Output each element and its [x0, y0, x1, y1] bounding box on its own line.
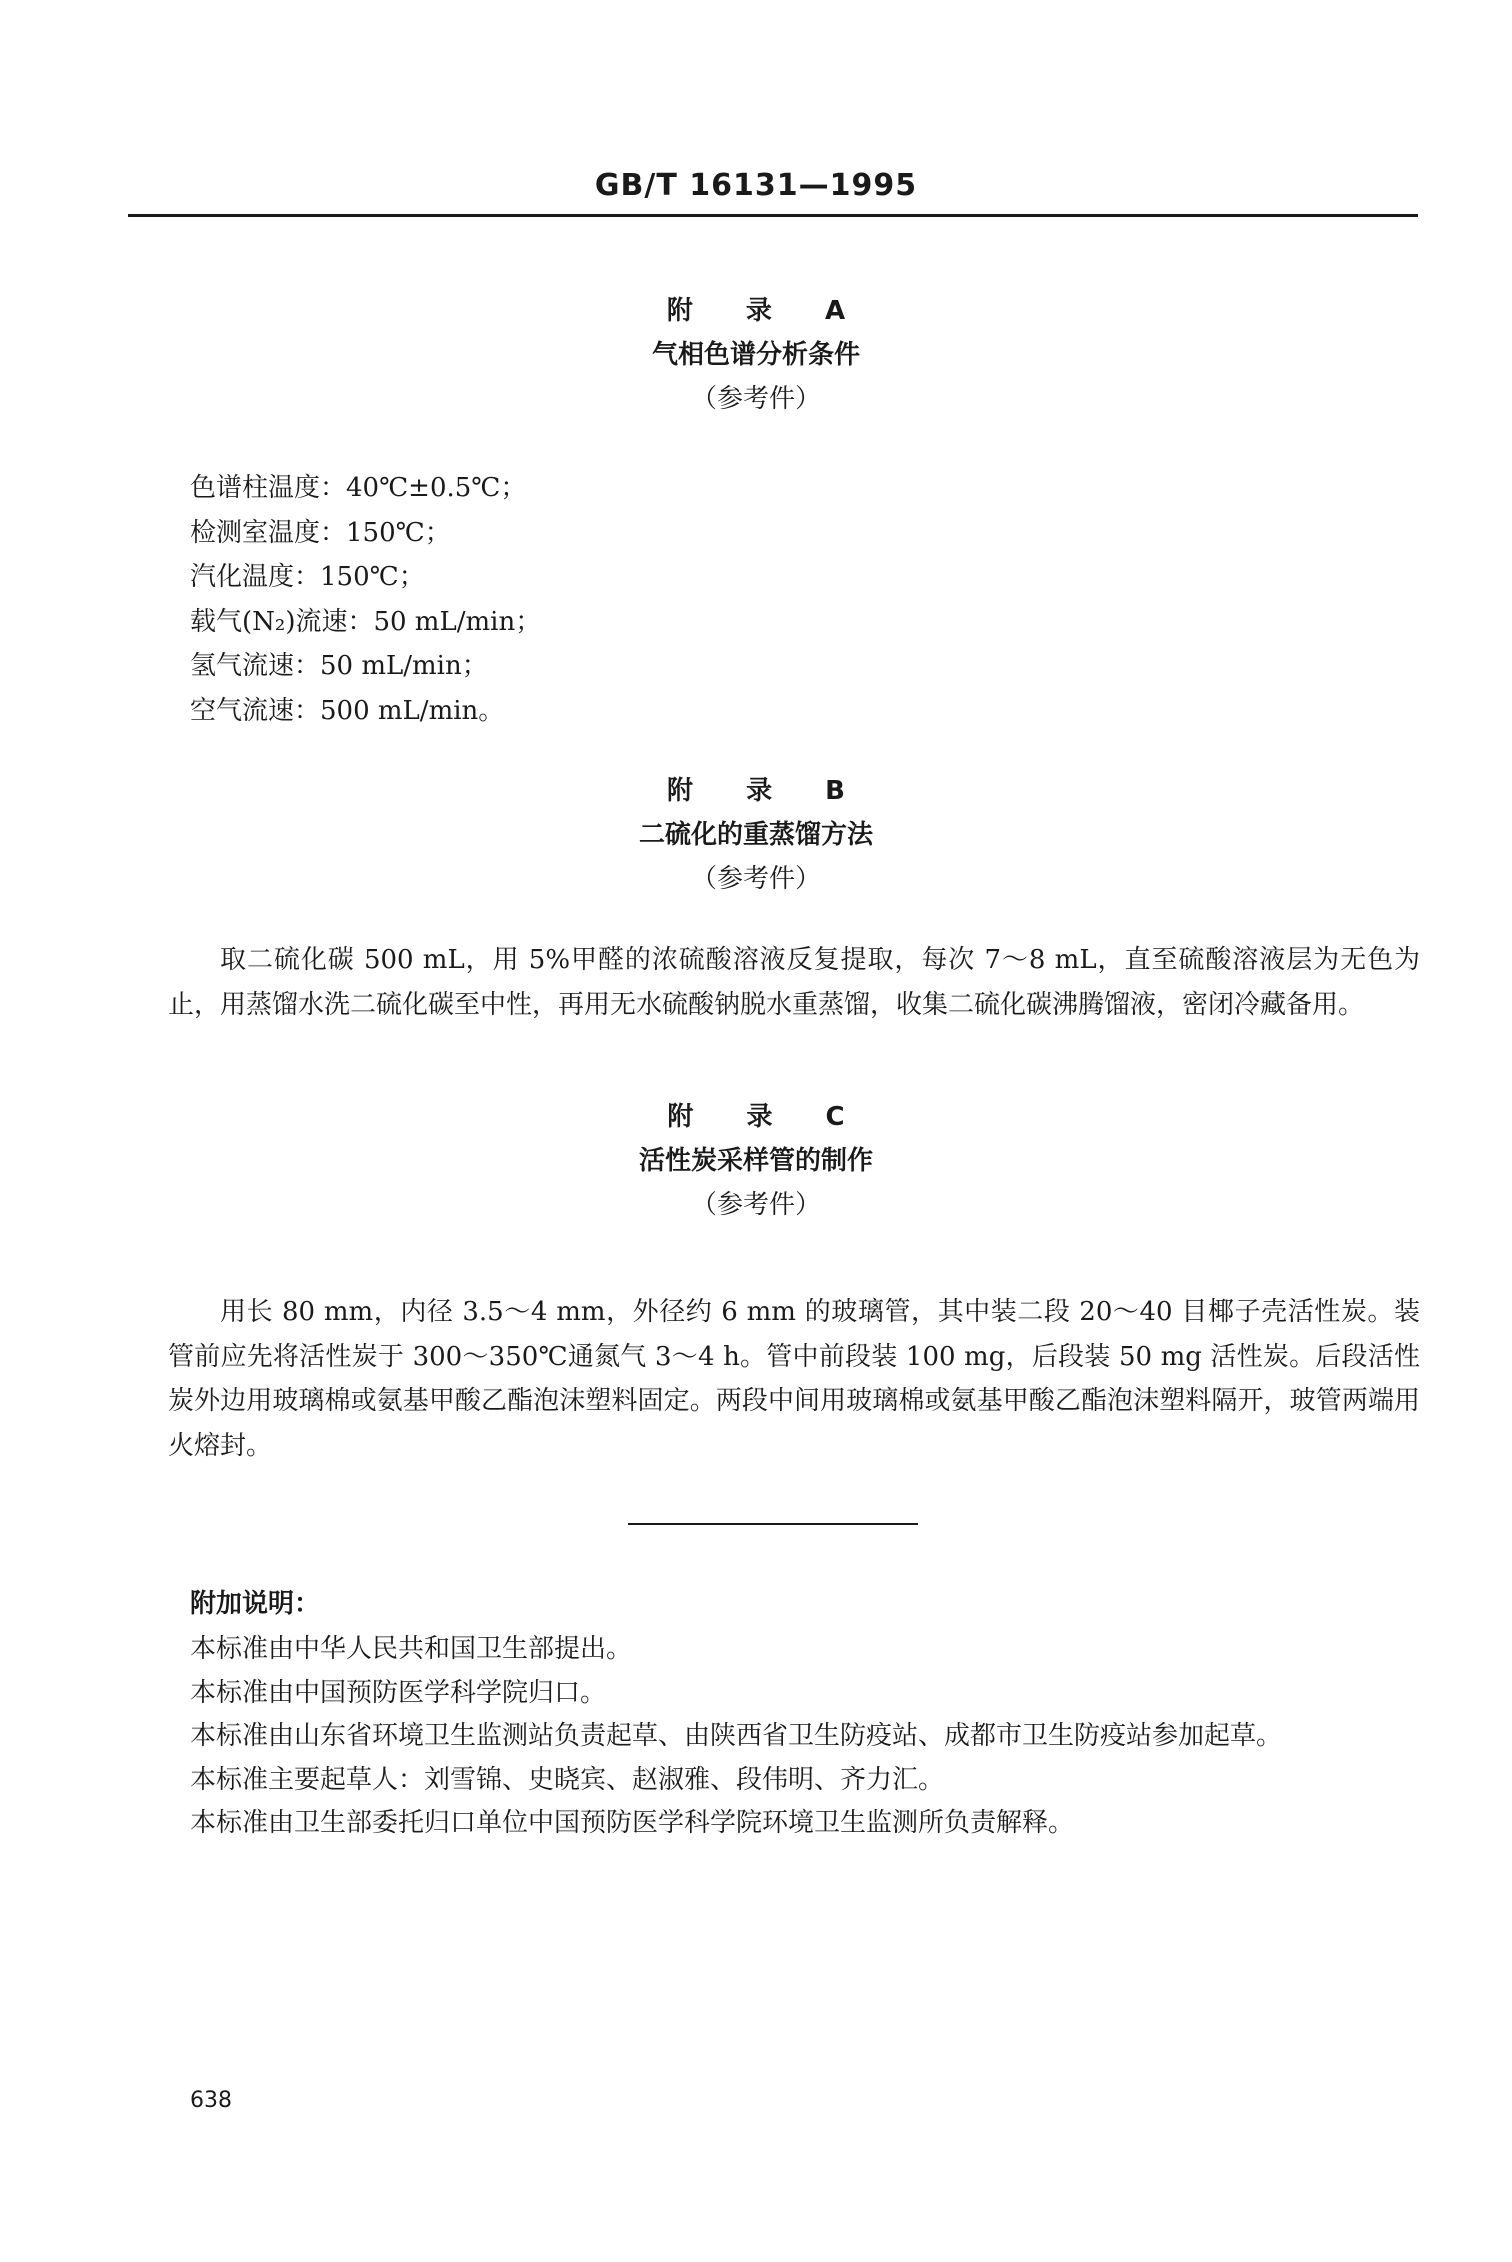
appendix-c-title: 活性炭采样管的制作 — [638, 1146, 873, 1176]
note-item: 本标准由山东省环境卫生监测站负责起草、由陕西省卫生防疫站、成都市卫生防疫站参加起草。 — [190, 1721, 1283, 1752]
param-item: 氢气流速：50 mL/min； — [190, 651, 488, 682]
appendix-c-label: 附 录 C — [667, 1102, 867, 1132]
appendix-a-note: （参考件） — [690, 384, 821, 414]
note-item: 本标准由卫生部委托归口单位中国预防医学科学院环境卫生监测所负责解释。 — [190, 1808, 1075, 1839]
page-number: 638 — [190, 2088, 232, 2113]
appendix-b-label: 附 录 B — [667, 776, 867, 806]
param-item: 色谱柱温度：40℃±0.5℃； — [190, 473, 527, 503]
note-item: 本标准由中国预防医学科学院归口。 — [190, 1677, 607, 1708]
appendix-a-title: 气相色谱分析条件 — [651, 340, 860, 370]
note-item: 本标准主要起草人：刘雪锦、史晓宾、赵淑雅、段伟明、齐力汇。 — [190, 1764, 945, 1795]
param-item: 空气流速：500 mL/min。 — [190, 695, 505, 726]
header-rule — [128, 214, 1418, 217]
param-item: 检测室温度：150℃； — [190, 517, 451, 548]
standard-code: GB/T 16131—1995 — [594, 168, 918, 203]
additional-notes-list — [190, 1628, 1282, 1846]
section-divider — [628, 1523, 918, 1525]
appendix-b-title: 二硫化的重蒸馏方法 — [638, 820, 873, 850]
appendix-a-params — [190, 466, 541, 734]
appendix-b-note: （参考件） — [690, 864, 821, 894]
appendix-b-text: 取二硫化碳 500 mL，用 5%甲醛的浓硫酸溶液反复提取，每次 7～8 mL，直至硫酸溶液层为无色为止，用蒸馏水洗二硫化碳至中性，再用无水硫酸钠脱水重蒸馏，收集二硫化碳沸腾馏液，密闭冷藏备用。 — [168, 945, 1420, 1020]
param-item: 载气(N₂)流速：50 mL/min； — [190, 606, 542, 637]
additional-notes-title: 附加说明： — [190, 1589, 321, 1619]
param-item: 汽化温度：150℃； — [190, 562, 425, 593]
appendix-a-label: 附 录 A — [666, 296, 868, 326]
appendix-c-note: （参考件） — [690, 1190, 821, 1220]
appendix-c-text: 用长 80 mm，内径 3.5～4 mm，外径约 6 mm 的玻璃管，其中装二段 20～40 目椰子壳活性炭。装管前应先将活性炭于 300～350℃通氮气 3～4 h。管中前段装 100 mg，后段装 50 mg 活性炭。后段活性炭外边用玻璃棉或氨基甲酸乙酯泡沫塑料固定。两段中间用玻璃棉或氨基甲酸乙酯泡沫塑料隔开，玻管两端用火熔封。 — [168, 1297, 1420, 1461]
note-item: 本标准由中华人民共和国卫生部提出。 — [190, 1634, 633, 1664]
